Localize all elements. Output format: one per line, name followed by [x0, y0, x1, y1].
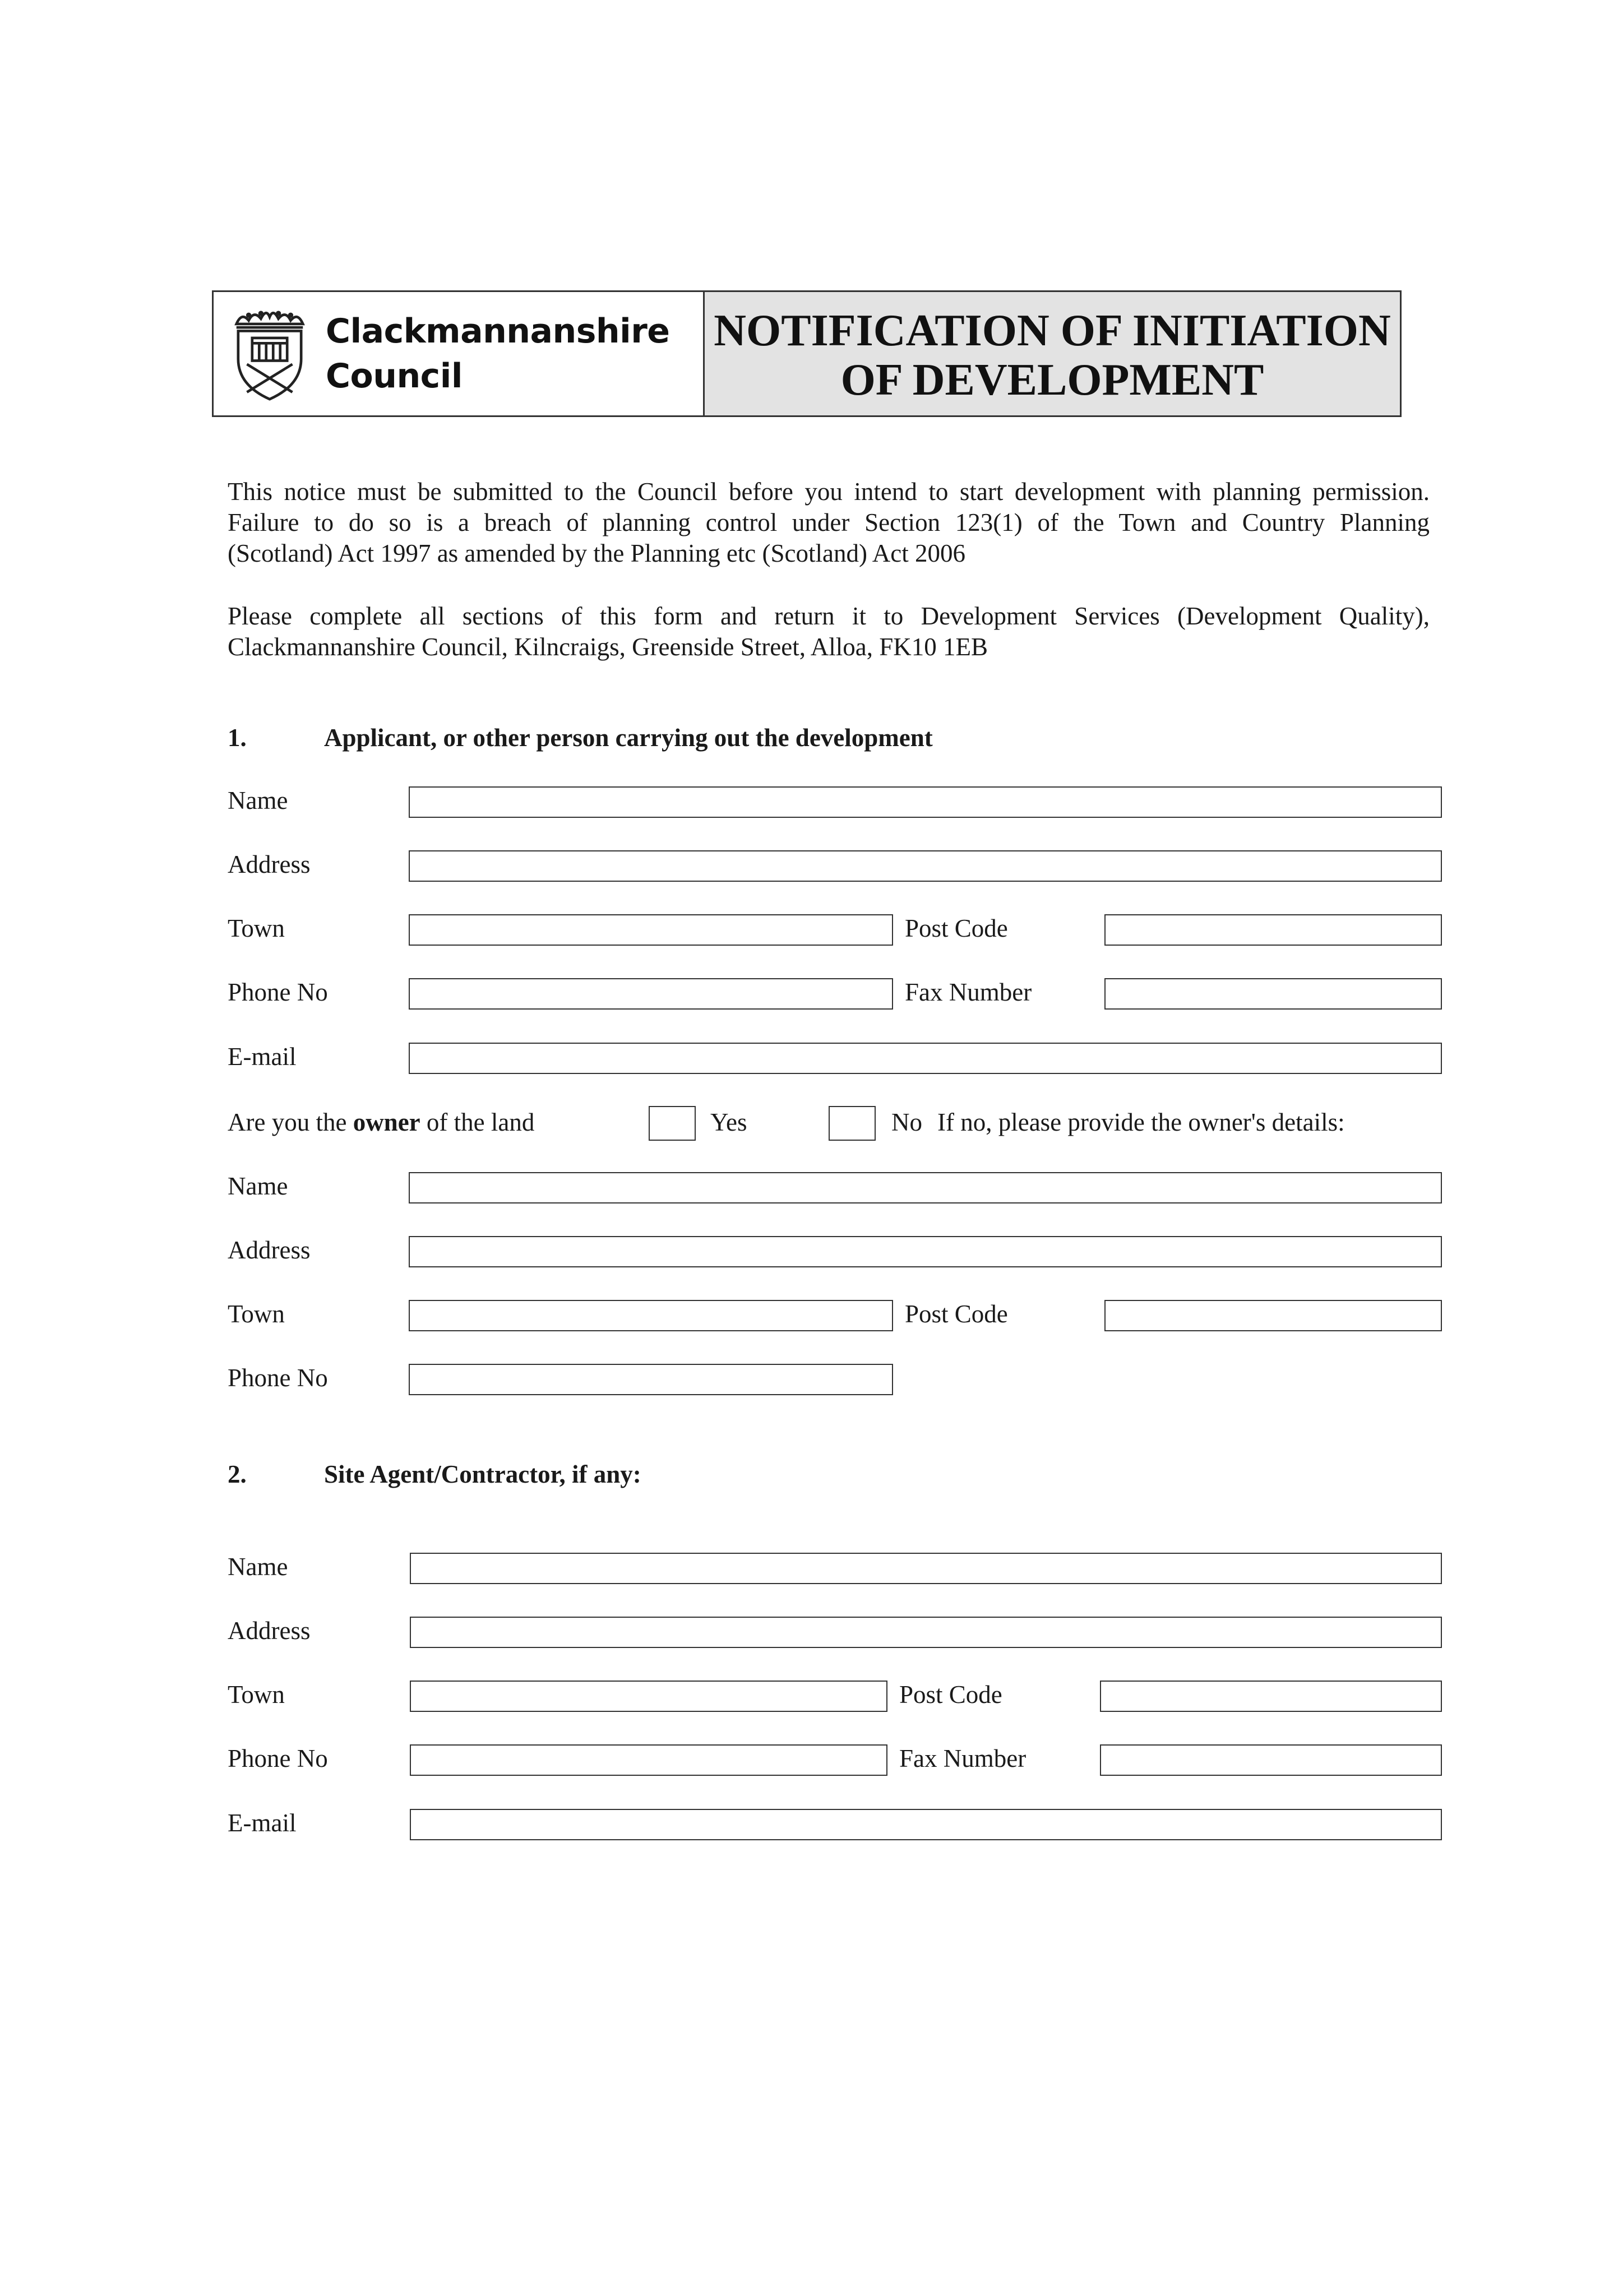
owner-address-field[interactable]	[409, 1236, 1442, 1267]
agent-phone-field[interactable]	[410, 1744, 887, 1776]
owner-postcode-field[interactable]	[1104, 1300, 1442, 1331]
council-name-line1: Clackmannanshire	[326, 312, 670, 351]
agent-name-label: Name	[228, 1553, 288, 1581]
owner-question-suffix: of the land	[420, 1108, 535, 1136]
applicant-postcode-label: Post Code	[905, 914, 1008, 942]
applicant-address-label: Address	[228, 850, 311, 878]
agent-name-field[interactable]	[410, 1553, 1442, 1584]
applicant-email-field[interactable]	[409, 1043, 1442, 1074]
agent-email-label: E-mail	[228, 1809, 297, 1837]
form-title	[705, 292, 1400, 415]
intro-p1-line: (Scotland) Act 1997 as amended by the Planning etc (Scotland) Act 2006	[228, 539, 965, 567]
agent-fax-field[interactable]	[1100, 1744, 1442, 1776]
section-2-number: 2.	[228, 1460, 247, 1488]
section-1-title: Applicant, or other person carrying out the development	[324, 724, 933, 752]
owner-yes-label: Yes	[710, 1108, 747, 1136]
applicant-postcode-field[interactable]	[1104, 914, 1442, 946]
section-2-title: Site Agent/Contractor, if any:	[324, 1460, 641, 1488]
applicant-town-field[interactable]	[409, 914, 893, 946]
owner-postcode-label: Post Code	[905, 1300, 1008, 1328]
council-crest-icon	[226, 304, 313, 403]
owner-question-prefix: Are you the	[228, 1108, 353, 1136]
intro-paragraph-1	[228, 476, 1430, 569]
owner-town-label: Town	[228, 1300, 285, 1328]
applicant-name-field[interactable]	[409, 786, 1442, 818]
agent-fax-label: Fax Number	[899, 1744, 1026, 1772]
agent-town-label: Town	[228, 1681, 285, 1709]
applicant-fax-field[interactable]	[1104, 978, 1442, 1010]
applicant-town-label: Town	[228, 914, 285, 942]
council-logo	[214, 292, 705, 415]
owner-no-label: No	[891, 1108, 922, 1136]
owner-address-label: Address	[228, 1236, 311, 1264]
owner-no-checkbox[interactable]	[829, 1106, 876, 1141]
applicant-phone-label: Phone No	[228, 978, 328, 1006]
applicant-phone-field[interactable]	[409, 978, 893, 1010]
agent-postcode-field[interactable]	[1100, 1681, 1442, 1712]
applicant-email-label: E-mail	[228, 1043, 297, 1071]
owner-yes-checkbox[interactable]	[649, 1106, 696, 1141]
council-name	[326, 309, 669, 399]
agent-email-field[interactable]	[410, 1809, 1442, 1840]
owner-details-prompt: If no, please provide the owner's details:	[937, 1108, 1345, 1136]
form-header	[212, 290, 1402, 417]
owner-name-field[interactable]	[409, 1172, 1442, 1203]
intro-p1-line: This notice must be submitted to the Council before you intend to start development with planning permission.	[228, 478, 1430, 506]
form-title-line1: NOTIFICATION OF INITIATION	[714, 306, 1391, 355]
agent-town-field[interactable]	[410, 1681, 887, 1712]
section-1-number: 1.	[228, 724, 247, 752]
intro-paragraph-2	[228, 601, 1430, 663]
owner-phone-label: Phone No	[228, 1364, 328, 1392]
agent-phone-label: Phone No	[228, 1744, 328, 1772]
owner-question-bold: owner	[353, 1108, 420, 1136]
intro-p2-line: Please complete all sections of this form and return it to Development Services (Development Quality),	[228, 602, 1430, 630]
owner-name-label: Name	[228, 1172, 288, 1200]
applicant-address-field[interactable]	[409, 850, 1442, 882]
agent-postcode-label: Post Code	[899, 1681, 1002, 1709]
intro-p2-line: Clackmannanshire Council, Kilncraigs, Greenside Street, Alloa, FK10 1EB	[228, 633, 988, 661]
section-2-heading	[228, 1460, 641, 1489]
section-1-heading	[228, 723, 933, 752]
form-title-line2: OF DEVELOPMENT	[840, 355, 1264, 405]
applicant-name-label: Name	[228, 786, 288, 814]
agent-address-label: Address	[228, 1617, 311, 1645]
council-name-line2: Council	[326, 357, 463, 396]
intro-p1-line: Failure to do so is a breach of planning control under Section 123(1) of the Town and Country Planning	[228, 508, 1430, 536]
owner-phone-field[interactable]	[409, 1364, 893, 1395]
owner-town-field[interactable]	[409, 1300, 893, 1331]
owner-question	[228, 1107, 534, 1138]
applicant-fax-label: Fax Number	[905, 978, 1032, 1006]
agent-address-field[interactable]	[410, 1617, 1442, 1648]
